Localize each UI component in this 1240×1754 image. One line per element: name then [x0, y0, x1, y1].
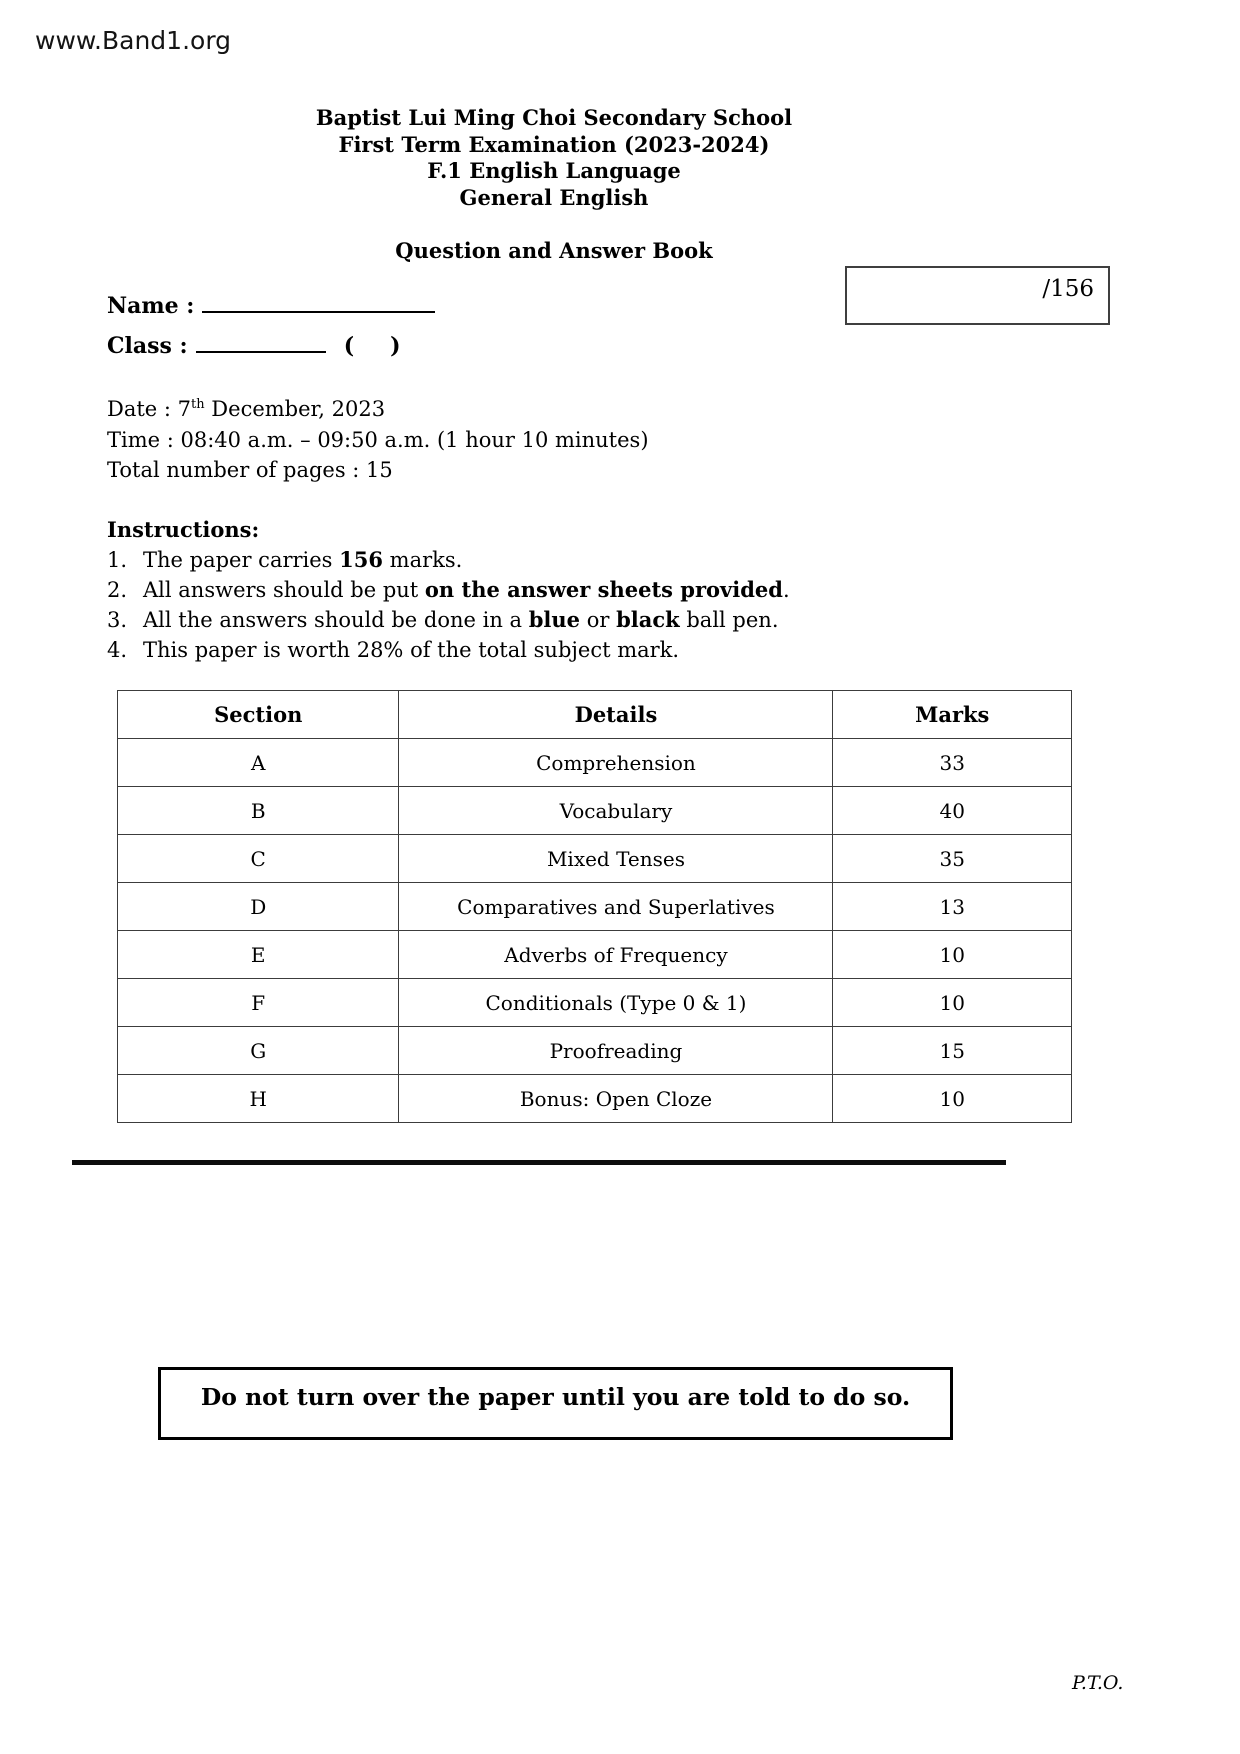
marks-cell: 13 [833, 883, 1072, 931]
header-details: Details [399, 691, 833, 739]
instructions-heading: Instructions: [107, 517, 260, 542]
do-not-turn-notice-box [158, 1367, 953, 1440]
school-name: Baptist Lui Ming Choi Secondary School [315, 105, 793, 130]
instruction-item [107, 635, 790, 665]
date-line: Date : 7th December, 2023 [107, 397, 386, 421]
section-cell: G [118, 1027, 399, 1075]
section-cell: F [118, 979, 399, 1027]
name-blank-line [202, 291, 435, 313]
paper-line: General English [459, 184, 649, 210]
section-cell: H [118, 1075, 399, 1123]
instruction-text: The paper carries 156 marks. [143, 547, 463, 572]
table-row [118, 979, 1072, 1027]
pages-line: Total number of pages : 15 [107, 458, 393, 482]
date-ordinal-superscript: th [191, 397, 205, 412]
pto-label: P.T.O. [1072, 1672, 1124, 1694]
table-row [118, 835, 1072, 883]
class-paren-close: ) [390, 333, 401, 359]
score-box [845, 266, 1110, 325]
marks-cell: 10 [833, 1075, 1072, 1123]
time-line: Time : 08:40 a.m. – 09:50 a.m. (1 hour 10 minutes) [107, 427, 649, 452]
do-not-turn-notice-text: Do not turn over the paper until you are told to do so. [200, 1382, 911, 1411]
class-paren-open: ( [343, 333, 355, 359]
exam-meta-block [107, 394, 649, 486]
section-cell: D [118, 883, 399, 931]
details-cell: Mixed Tenses [399, 835, 833, 883]
section-cell: B [118, 787, 399, 835]
details-cell: Conditionals (Type 0 & 1) [399, 979, 833, 1027]
marks-cell: 40 [833, 787, 1072, 835]
table-row [118, 739, 1072, 787]
details-cell: Bonus: Open Cloze [399, 1075, 833, 1123]
table-row [118, 883, 1072, 931]
score-total: /156 [1042, 276, 1094, 302]
marks-cell: 35 [833, 835, 1072, 883]
instruction-text: This paper is worth 28% of the total subject mark. [143, 638, 680, 662]
details-cell: Comprehension [399, 739, 833, 787]
table-row [118, 931, 1072, 979]
divider-rule [72, 1160, 1006, 1165]
header-section: Section [118, 691, 399, 739]
marks-cell: 10 [833, 931, 1072, 979]
instruction-item [107, 545, 790, 575]
instruction-number: 2. [107, 578, 128, 602]
name-label: Name : [107, 293, 195, 319]
header-marks: Marks [833, 691, 1072, 739]
question-answer-book-title: Question and Answer Book [395, 238, 713, 263]
marks-cell: 33 [833, 739, 1072, 787]
details-cell: Vocabulary [399, 787, 833, 835]
marks-table [117, 690, 1072, 1123]
marks-cell: 15 [833, 1027, 1072, 1075]
instruction-text: All answers should be put on the answer sheets provided. [143, 577, 790, 602]
name-field [107, 291, 435, 319]
table-row [118, 1027, 1072, 1075]
instruction-number: 4. [107, 638, 128, 662]
marks-cell: 10 [833, 979, 1072, 1027]
subject-line: F.1 English Language [427, 158, 681, 183]
details-cell: Comparatives and Superlatives [399, 883, 833, 931]
instruction-number: 3. [107, 608, 128, 632]
site-watermark: www.Band1.org [35, 26, 232, 55]
exam-term-line: First Term Examination (2023-2024) [338, 131, 770, 157]
table-header-row [118, 691, 1072, 739]
details-cell: Adverbs of Frequency [399, 931, 833, 979]
section-cell: C [118, 835, 399, 883]
instruction-item [107, 605, 790, 635]
section-cell: E [118, 931, 399, 979]
class-label: Class : [107, 333, 188, 359]
exam-title-block [0, 105, 1108, 211]
section-cell: A [118, 739, 399, 787]
details-cell: Proofreading [399, 1027, 833, 1075]
class-blank-line [196, 331, 326, 353]
instructions-block [107, 515, 790, 665]
table-row [118, 1075, 1072, 1123]
instruction-text: All the answers should be done in a blue or black ball pen. [143, 607, 779, 632]
table-row [118, 787, 1072, 835]
instruction-number: 1. [107, 548, 128, 572]
instruction-item [107, 575, 790, 605]
class-field [107, 331, 401, 359]
